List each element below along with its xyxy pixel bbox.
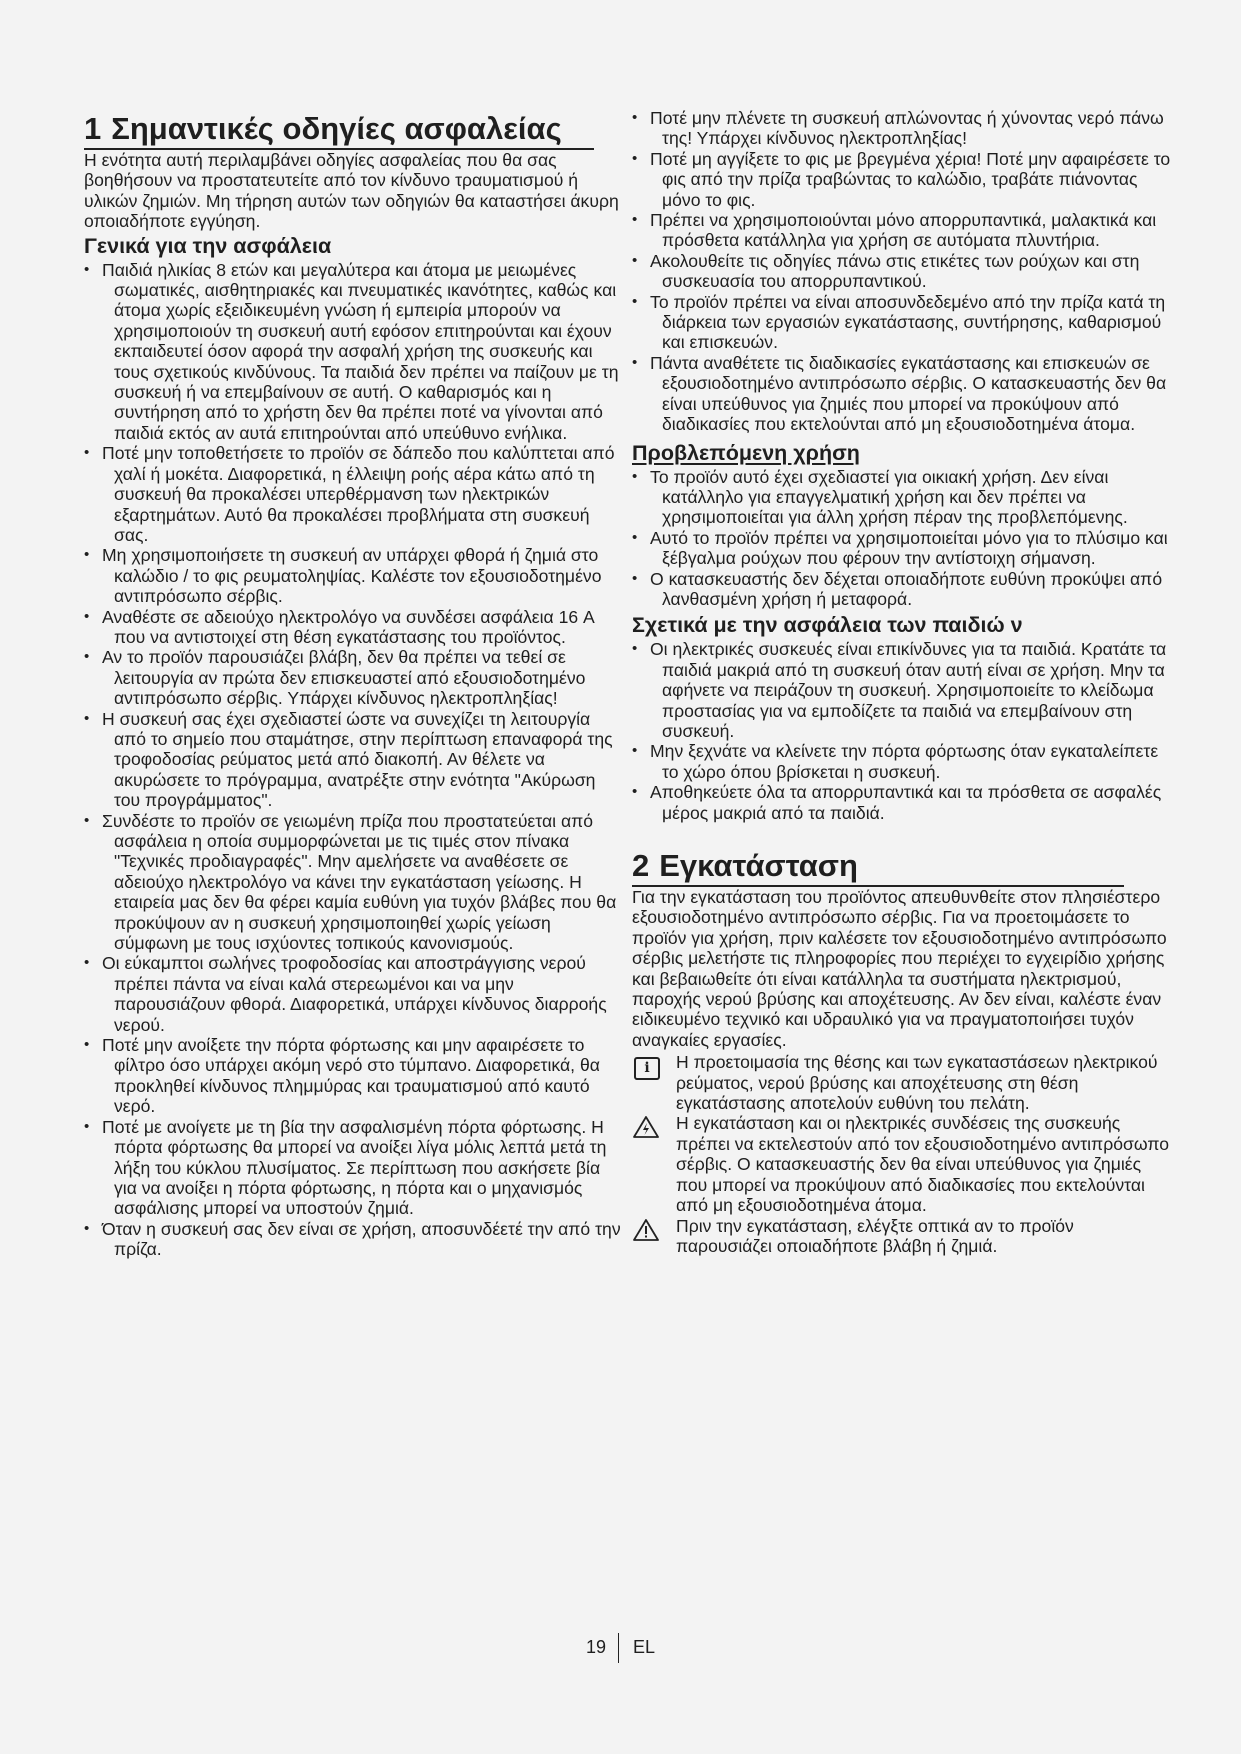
list-item: • Μην ξεχνάτε να κλείνετε την πόρτα φόρτωσης όταν εγκαταλείπετε το χώρο όπου βρίσκεται η συσκευή. <box>632 741 1174 782</box>
list-item: • Η συσκευή σας έχει σχεδιαστεί ώστε να συνεχίζει τη λειτουργία από το σημείο που σταμάτησε, στην περίπτωση επαναφορά της τροφοδοσίας ρεύματος μετά από διακοπή. Αν θέλετε να ακυρώσετε το πρόγραμμα, ανατρέξτε στην ενότητα "Ακύρωση του προγράμματος". <box>84 709 624 811</box>
section-1-intro: Η ενότητα αυτή περιλαμβάνει οδηγίες ασφαλείας που θα σας βοηθήσουν να προστατευτείτε από τον κίνδυνο τραυματισμού ή υλικών ζημιών. Μη τήρηση αυτών των οδηγιών θα καταστήσει άκυρη οποιαδήποτε εγγύηση. <box>84 150 619 232</box>
section-1-heading <box>84 112 594 150</box>
language-code: EL <box>633 1637 656 1657</box>
child-safety-list <box>632 639 1174 823</box>
general-safety-list-continued <box>632 108 1174 435</box>
section-2-title: Εγκατάσταση <box>659 848 858 883</box>
list-item: • Οι ηλεκτρικές συσκευές είναι επικίνδυνες για τα παιδιά. Κρατάτε τα παιδιά μακριά από τη συσκευή όταν αυτή είναι σε χρήση. Μην τα αφήνετε να πειράζουν τη συσκευή. Χρησιμοποιείτε το κλείδωμα προστασίας για να εμποδίζετε τα παιδιά να επεμβαίνουν στη συσκευή. <box>632 639 1174 741</box>
note-customer-responsibility <box>632 1052 1174 1113</box>
list-item: • Ακολουθείτε τις οδηγίες πάνω στις ετικέτες των ρούχων και στη συσκευασία του απορρυπαντικού. <box>632 251 1174 292</box>
note-visual-inspection <box>632 1216 1174 1257</box>
section-2-heading <box>632 849 1124 887</box>
list-item: • Αναθέστε σε αδειούχο ηλεκτρολόγο να συνδέσει ασφάλεια 16 A που να αντιστοιχεί στη θέση εγκατάστασης του προϊόντος. <box>84 607 624 648</box>
list-item: • Ποτέ μην ανοίξετε την πόρτα φόρτωσης και μην αφαιρέσετε το φίλτρο όσο υπάρχει ακόμη νερό στο τύμπανο. Διαφορετικά, θα προκληθεί κίνδυνος πλημμύρας και τραυματισμού από καυτό νερό. <box>84 1035 624 1117</box>
list-item: • Αποθηκεύετε όλα τα απορρυπαντικά και τα πρόσθετα σε ασφαλές μέρος μακριά από τα παιδιά. <box>632 782 1174 823</box>
warning-icon <box>632 1218 660 1242</box>
list-item: • Ποτέ με ανοίγετε με τη βία την ασφαλισμένη πόρτα φόρτωσης. Η πόρτα φόρτωσης θα μπορεί να ανοίξει λίγα μόλις λεπτά μετά τη λήξη του κύκλου πλυσίματος. Σε περίπτωση που ασκήσετε βία για να ανοίξει η πόρτα φόρτωσης, η πόρτα και ο μηχανισμός ασφάλισης μπορεί να υποστούν ζημιά. <box>84 1117 624 1219</box>
general-safety-list <box>84 260 624 1260</box>
list-item: • Ο κατασκευαστής δεν δέχεται οποιαδήποτε ευθύνη προκύψει από λανθασμένη χρήση ή μεταφορά. <box>632 569 1174 610</box>
list-item: • Αν το προϊόν παρουσιάζει βλάβη, δεν θα πρέπει να τεθεί σε λειτουργία αν πρώτα δεν επισκευαστεί από εξουσιοδοτημένο αντιπρόσωπο σέρβις. Υπάρχει κίνδυνος ηλεκτροπληξίας! <box>84 647 624 708</box>
list-item: • Πάντα αναθέτετε τις διαδικασίες εγκατάστασης και επισκευών σε εξουσιοδοτημένο αντιπρόσωπο σέρβις. Ο κατασκευαστής δεν θα είναι υπεύθυνος για ζημιές που μπορεί να προκύψουν από διαδικασίες που εκτελούνται από μη εξουσιοδοτημένα άτομα. <box>632 353 1174 435</box>
list-item: • Ποτέ μην τοποθετήσετε το προϊόν σε δάπεδο που καλύπτεται από χαλί ή μοκέτα. Διαφορετικά, η έλλειψη ροής αέρα κάτω από τη συσκευή θα προκαλέσει υπερθέρμανση των ηλεκτρικών εξαρτημάτων. Αυτό θα προκαλέσει προβλήματα στη συσκευή σας. <box>84 443 624 545</box>
left-column <box>84 112 624 1260</box>
section-2-number: 2 <box>632 848 650 883</box>
intended-use-heading: Προβλεπόμενη χρήση <box>632 440 860 465</box>
right-column <box>632 108 1174 1256</box>
page-footer <box>0 1632 1241 1663</box>
list-item: • Μη χρησιμοποιήσετε τη συσκευή αν υπάρχει φθορά ή ζημιά στο καλώδιο / το φις ρευματοληψίας. Καλέστε τον εξουσιοδοτημένο αντιπρόσωπο σέρβις. <box>84 545 624 606</box>
section-1-number: 1 <box>84 111 102 146</box>
page-number: 19 <box>585 1637 606 1657</box>
list-item: • Ποτέ μη αγγίξετε το φις με βρεγμένα χέρια! Ποτέ μην αφαιρέσετε το φις από την πρίζα τραβώντας το καλώδιο, τραβάτε πιάνοντας μόνο το φις. <box>632 149 1174 210</box>
intended-use-list <box>632 467 1174 610</box>
section-2-intro: Για την εγκατάσταση του προϊόντος απευθυνθείτε στον πλησιέστερο εξουσιοδοτημένο αντιπρόσωπο σέρβις. Για να προετοιμάσετε το προϊόν για χρήση, πριν καλέσετε τον εξουσιοδοτημένο αντιπρόσωπο σέρβις μελετήστε τις πληροφορίες που περιέχει το εγχειρίδιο χρήσης και βεβαιωθείτε ότι είναι κατάλληλα τα συστήματα ηλεκτρισμού, παροχής νερού βρύσης και αποχέτευσης. Αν δεν είναι, καλέστε έναν ειδικευμένο τεχνικό και υδραυλικό για να πραγματοποιήσει τυχόν αναγκαίες εργασίες. <box>632 887 1167 1050</box>
list-item: • Το προϊόν αυτό έχει σχεδιαστεί για οικιακή χρήση. Δεν είναι κατάλληλο για επαγγελματική χρήση και δεν πρέπει να χρησιμοποιείται για άλλη χρήση πέραν της προβλεπόμενης. <box>632 467 1174 528</box>
list-item: • Συνδέστε το προϊόν σε γειωμένη πρίζα που προστατεύεται από ασφάλεια η οποία συμμορφώνεται με τις τιμές στον πίνακα "Τεχνικές προδιαγραφές". Μην αμελήσετε να αναθέσετε σε αδειούχο ηλεκτρολόγο να κάνει την εγκατάσταση γείωσης. Η εταιρεία μας δεν θα φέρει καμία ευθύνη για τυχόν βλάβες που θα προκύψουν αν η συσκευή χρησιμοποιηθεί χωρίς γείωση σύμφωνη με τους ισχύοντες τοπικούς κανονισμούς. <box>84 811 624 954</box>
child-safety-heading: Σχετικά με την ασφάλεια των παιδιώ ν <box>632 613 1023 638</box>
info-icon: i <box>632 1054 660 1078</box>
general-safety-heading: Γενικά για την ασφάλεια <box>84 233 332 258</box>
section-1-title: Σημαντικές οδηγίες ασφαλείας <box>111 111 562 146</box>
note-electrical-installation <box>632 1113 1174 1215</box>
note-text: Πριν την εγκατάσταση, ελέγξτε οπτικά αν το προϊόν παρουσιάζει οποιαδήποτε βλάβη ή ζημιά. <box>676 1215 1074 1256</box>
list-item: • Το προϊόν πρέπει να είναι αποσυνδεδεμένο από την πρίζα κατά τη διάρκεια των εργασιών εγκατάστασης, συντήρησης, καθαρισμού και επισκευών. <box>632 292 1174 353</box>
note-text: Η προετοιμασία της θέσης και των εγκαταστάσεων ηλεκτρικού ρεύματος, νερού βρύσης και αποχέτευσης στη θέση εγκατάστασης αποτελούν ευθύνη του πελάτη. <box>676 1052 1158 1114</box>
note-text: Η εγκατάσταση και οι ηλεκτρικές συνδέσεις της συσκευής πρέπει να εκτελεστούν από τον εξουσιοδοτημένο αντιπρόσωπο σέρβις. Ο κατασκευαστής δεν θα είναι υπεύθυνος για ζημιές που μπορεί να προκύψουν από διαδικασίες που εκτελούνται από μη εξουσιοδοτημένα άτομα. <box>676 1113 1170 1216</box>
list-item: • Όταν η συσκευή σας δεν είναι σε χρήση, αποσυνδέετέ την από την πρίζα. <box>84 1219 624 1260</box>
list-item: • Παιδιά ηλικίας 8 ετών και μεγαλύτερα και άτομα με μειωμένες σωματικές, αισθητηριακές και πνευματικές ικανότητες, καθώς και άτομα χωρίς εξειδικευμένη γνώση ή εμπειρία μπορούν να χρησιμοποιούν τη συσκευή αυτή εφόσον επιτηρούνται και έχουν εκπαιδευτεί όσον αφορά την ασφαλή χρήση της συσκευής και τους σχετικούς κινδύνους. Τα παιδιά δεν πρέπει να παίζουν με τη συσκευή ή να επεμβαίνουν σε αυτή. Ο καθαρισμός και η συντήρηση από το χρήστη δεν θα πρέπει ποτέ να γίνονται από παιδιά εκτός αν αυτά επιτηρούνται από υπεύθυνο ενήλικα. <box>84 260 624 444</box>
electric-warning-icon <box>632 1115 660 1139</box>
list-item: • Πρέπει να χρησιμοποιούνται μόνο απορρυπαντικά, μαλακτικά και πρόσθετα κατάλληλα για χρήση σε αυτόματα πλυντήρια. <box>632 210 1174 251</box>
list-item: • Οι εύκαμπτοι σωλήνες τροφοδοσίας και αποστράγγισης νερού πρέπει πάντα να είναι καλά στερεωμένοι και να μην παρουσιάζουν φθορά. Διαφορετικά, υπάρχει κίνδυνος διαρροής νερού. <box>84 953 624 1035</box>
list-item: • Αυτό το προϊόν πρέπει να χρησιμοποιείται μόνο για το πλύσιμο και ξέβγαλμα ρούχων που φέρουν την αντίστοιχη σήμανση. <box>632 528 1174 569</box>
list-item: • Ποτέ μην πλένετε τη συσκευή απλώνοντας ή χύνοντας νερό πάνω της! Υπάρχει κίνδυνος ηλεκτροπληξίας! <box>632 108 1174 149</box>
